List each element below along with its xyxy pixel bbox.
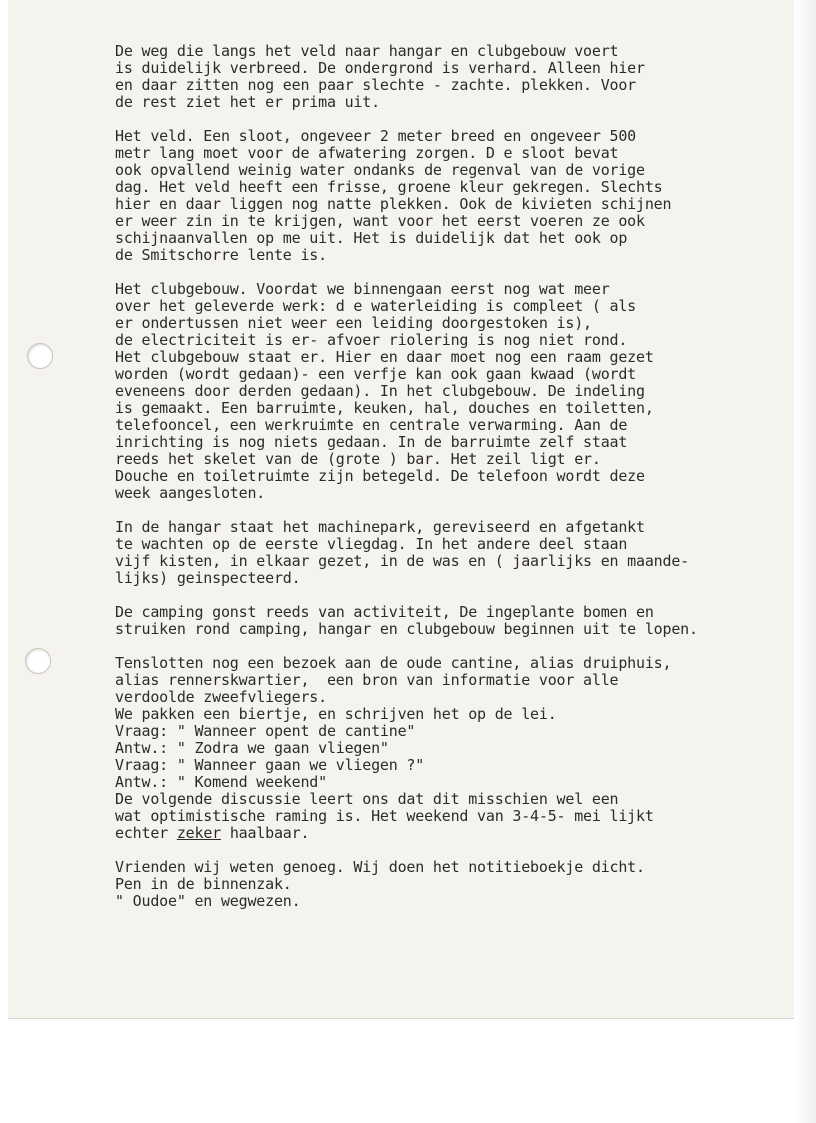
text-line: De volgende discussie leert ons dat dit misschien wel een — [115, 790, 619, 808]
paragraph-hangar — [115, 519, 775, 587]
text-line: en daar zitten nog een paar slechte - zachte. plekken. Voor — [115, 76, 637, 94]
text-line: ook opvallend weinig water ondanks de regenval van de vorige — [115, 161, 645, 179]
text-line: de electriciteit is er- afvoer riolering is nog niet rond. — [115, 331, 628, 349]
text-line: reeds het skelet van de (grote ) bar. Het zeil ligt er. — [115, 450, 601, 468]
text-line: Tenslotten nog een bezoek aan de oude cantine, alias druiphuis, — [115, 654, 672, 672]
text-line: Het clubgebouw staat er. Hier en daar moet nog een raam gezet — [115, 348, 654, 366]
text-line: hier en daar liggen nog natte plekken. Ook de kivieten schijnen — [115, 195, 672, 213]
text-line-underlined — [115, 825, 775, 842]
text-line: struiken rond camping, hangar en clubgebouw beginnen uit te lopen. — [115, 620, 698, 638]
scan-edge — [794, 0, 816, 1123]
punch-hole — [25, 648, 51, 674]
paragraph-cantine — [115, 655, 775, 842]
text-line: dag. Het veld heeft een frisse, groene kleur gekregen. Slechts — [115, 178, 663, 196]
typewritten-text — [115, 43, 775, 927]
text-line: de Smitschorre lente is. — [115, 246, 327, 264]
text-line: We pakken een biertje, en schrijven het op de lei. — [115, 705, 557, 723]
text-line: te wachten op de eerste vliegdag. In het andere deel staan — [115, 535, 628, 553]
text-line: Douche en toiletruimte zijn betegeld. De telefoon wordt deze — [115, 467, 645, 485]
text-line: Het veld. Een sloot, ongeveer 2 meter breed en ongeveer 500 — [115, 127, 637, 145]
text-line: eveneens door derden gedaan). In het clubgebouw. De indeling — [115, 382, 645, 400]
text-line: In de hangar staat het machinepark, gereviseerd en afgetankt — [115, 518, 645, 536]
text-line: de rest ziet het er prima uit. — [115, 93, 380, 111]
text-line: inrichting is nog niets gedaan. In de barruimte zelf staat — [115, 433, 628, 451]
text-line: Vrienden wij weten genoeg. Wij doen het notitieboekje dicht. — [115, 858, 645, 876]
text-line: Vraag: " Wanneer opent de cantine" — [115, 722, 416, 740]
underlined-word: zeker — [176, 824, 221, 842]
paragraph-clubhouse — [115, 281, 775, 502]
paragraph-road — [115, 43, 775, 111]
text-line: is duidelijk verbreed. De ondergrond is verhard. Alleen hier — [115, 59, 645, 77]
text-line: is gemaakt. Een barruimte, keuken, hal, douches en toiletten, — [115, 399, 654, 417]
text-line: er weer zin in te krijgen, want voor het eerst voeren ze ook — [115, 212, 645, 230]
text-line: Pen in de binnenzak. — [115, 875, 292, 893]
text-line: De camping gonst reeds van activiteit, De ingeplante bomen en — [115, 603, 654, 621]
text-line: Het clubgebouw. Voordat we binnengaan eerst nog wat meer — [115, 280, 610, 298]
text-line: worden (wordt gedaan)- een verfje kan ook gaan kwaad (wordt — [115, 365, 637, 383]
text-segment: echter — [115, 824, 177, 842]
text-line: er ondertussen niet weer een leiding doorgestoken is), — [115, 314, 592, 332]
text-line: week aangesloten. — [115, 484, 266, 502]
text-line: Vraag: " Wanneer gaan we vliegen ?" — [115, 756, 425, 774]
text-line: alias rennerskwartier, een bron van informatie voor alle — [115, 671, 619, 689]
text-line: over het geleverde werk: d e waterleiding is compleet ( als — [115, 297, 637, 315]
text-line: " Oudoe" en wegwezen. — [115, 892, 301, 910]
text-line: lijks) geinspecteerd. — [115, 569, 301, 587]
text-line: De weg die langs het veld naar hangar en clubgebouw voert — [115, 42, 619, 60]
text-line: Antw.: " Zodra we gaan vliegen" — [115, 739, 389, 757]
text-line: vijf kisten, in elkaar gezet, in de was en ( jaarlijks en maande- — [115, 552, 689, 570]
text-line: schijnaanvallen op me uit. Het is duidelijk dat het ook op — [115, 229, 628, 247]
text-segment: haalbaar. — [220, 824, 310, 842]
text-line: Antw.: " Komend weekend" — [115, 773, 327, 791]
paragraph-closing — [115, 859, 775, 910]
text-line: telefooncel, een werkruimte en centrale verwarming. Aan de — [115, 416, 628, 434]
text-line: verdoolde zweefvliegers. — [115, 688, 327, 706]
text-line: metr lang moet voor de afwatering zorgen. D e sloot bevat — [115, 144, 619, 162]
text-line: wat optimistische raming is. Het weekend van 3-4-5- mei lijkt — [115, 807, 654, 825]
paragraph-field — [115, 128, 775, 264]
paragraph-camping — [115, 604, 775, 638]
punch-hole — [27, 343, 53, 369]
